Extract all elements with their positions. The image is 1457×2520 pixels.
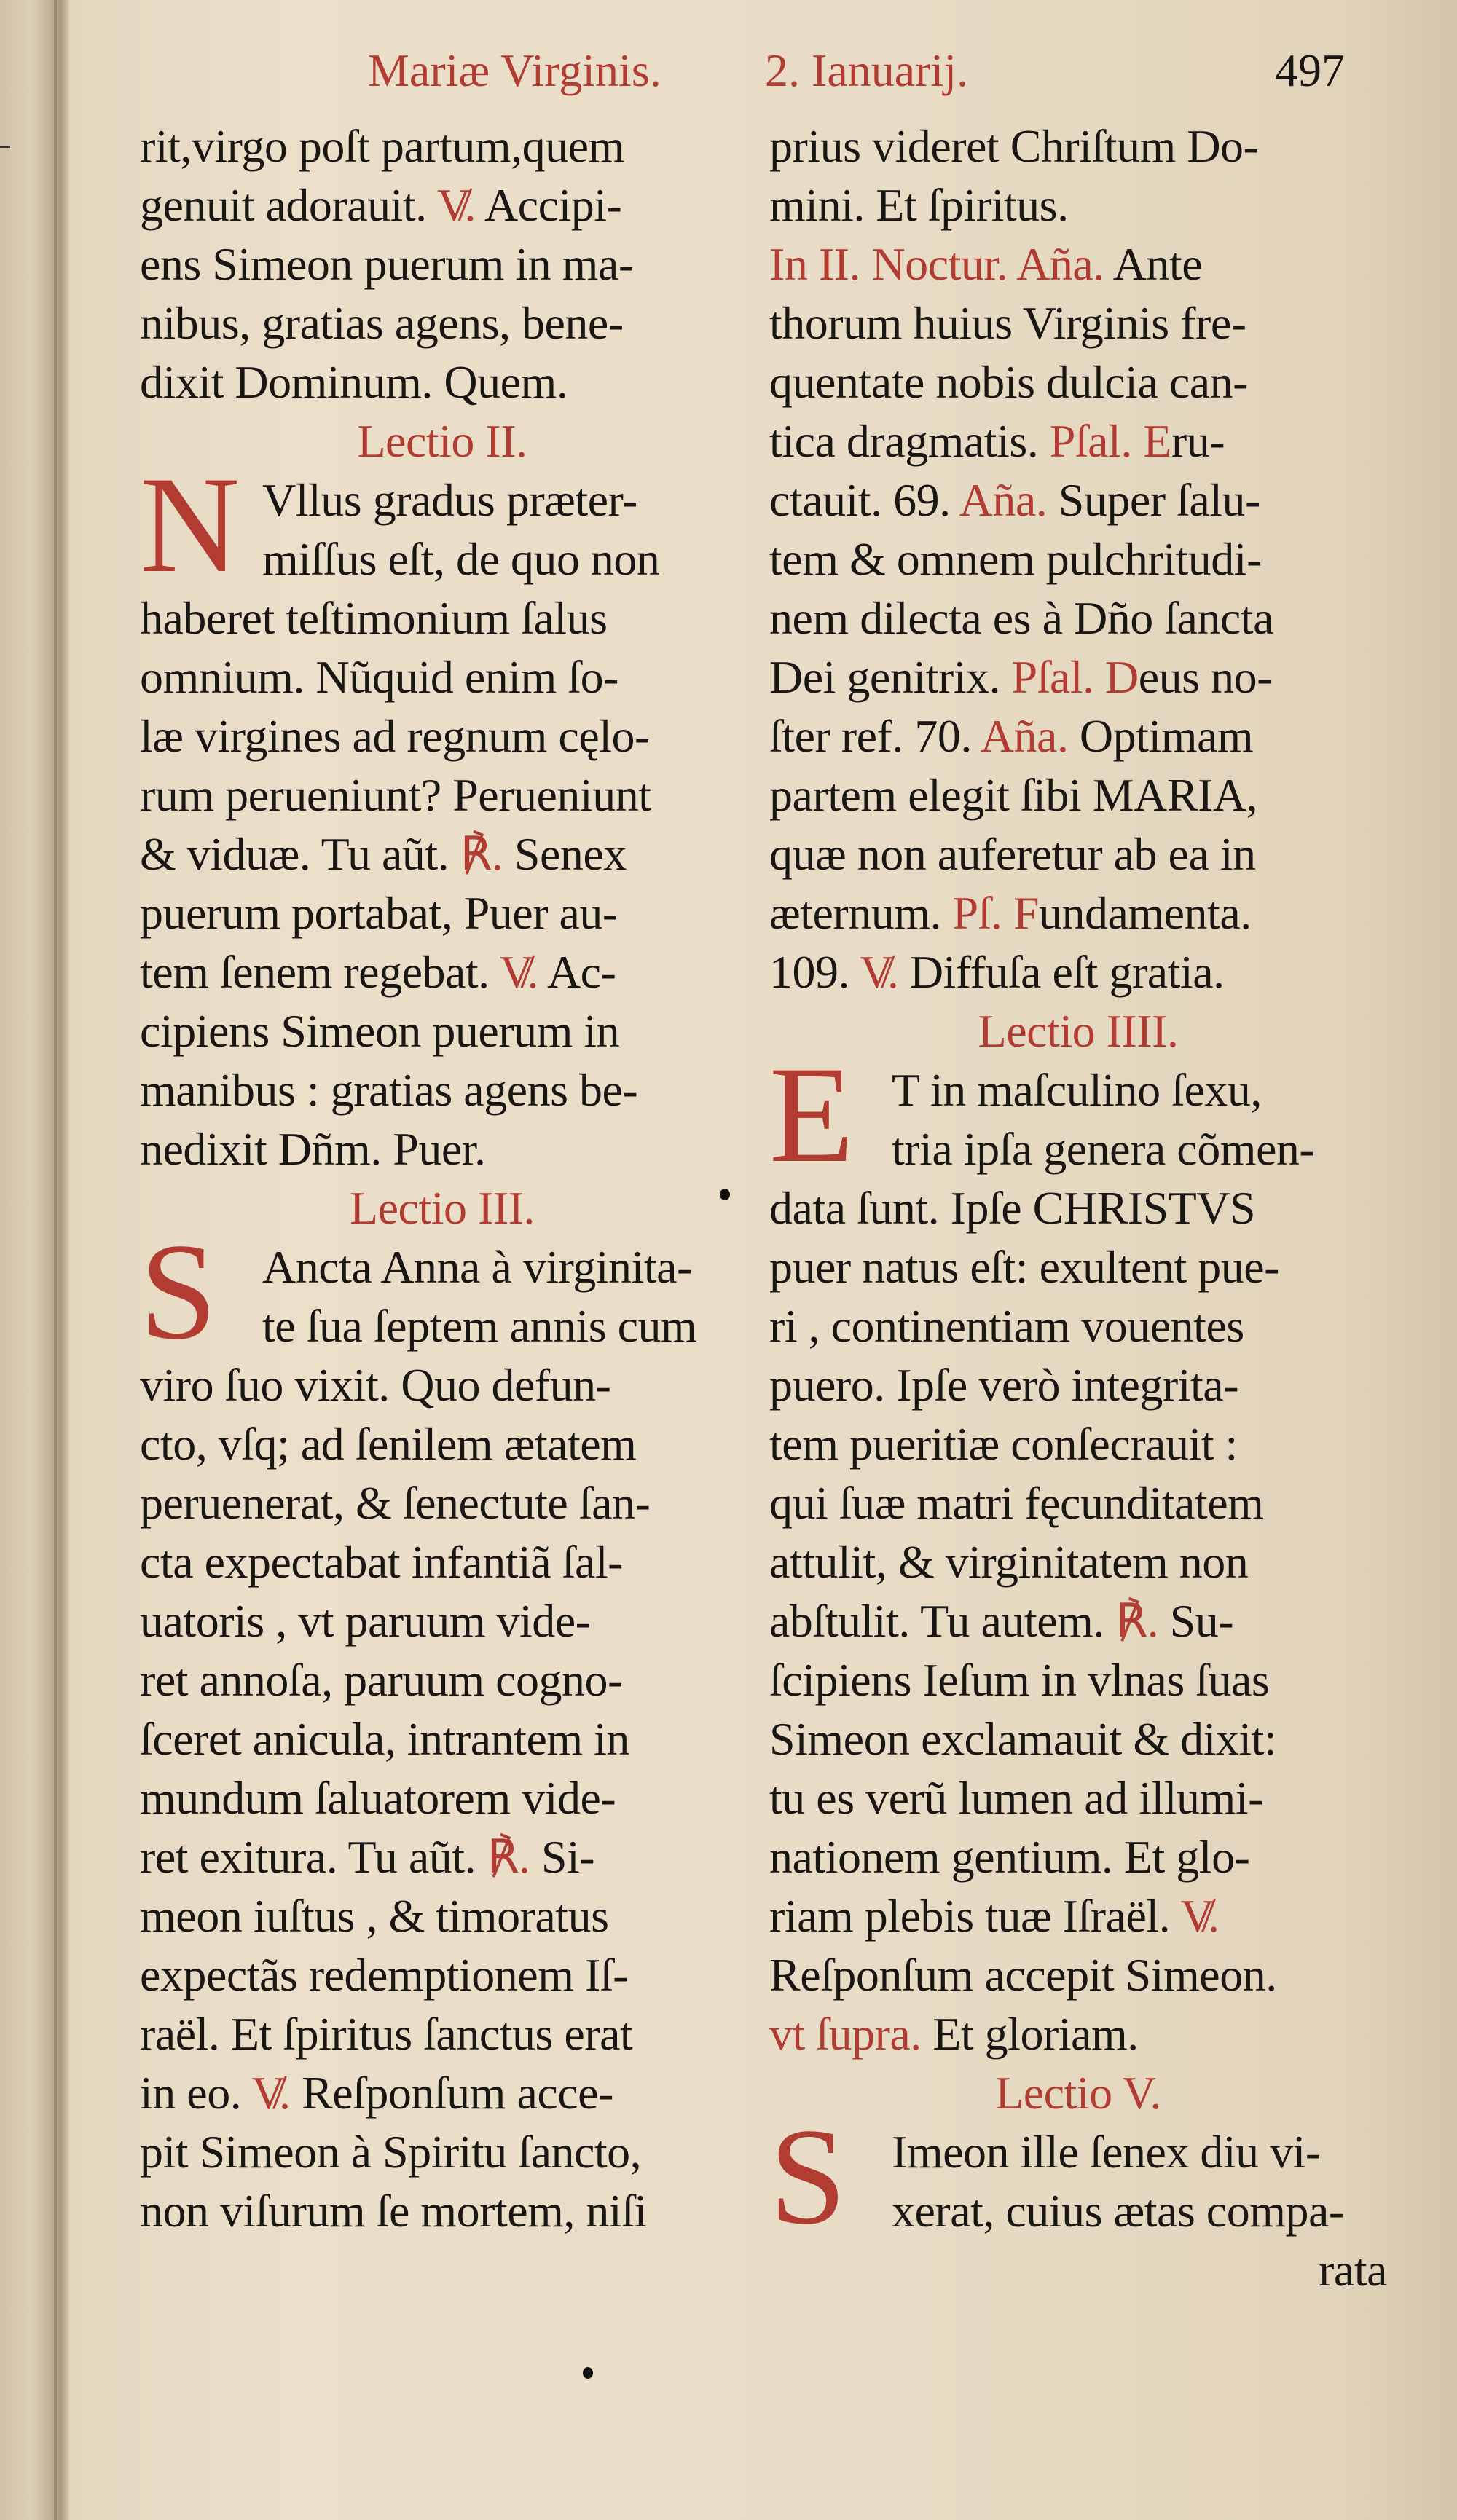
- body-text: Et gloriam.: [921, 2008, 1139, 2060]
- body-text: Accipi-: [475, 179, 622, 231]
- text-line: [140, 1355, 745, 1414]
- ink-spot: [583, 2367, 593, 2379]
- text-line: [140, 1060, 745, 1119]
- body-text: abſtulit. Tu autem.: [769, 1595, 1116, 1647]
- body-text: Si-: [530, 1831, 595, 1883]
- text-line: [140, 1001, 745, 1060]
- body-text: quentate nobis dulcia can-: [769, 356, 1248, 408]
- text-line: [140, 1414, 745, 1473]
- text-line: [140, 2004, 745, 2063]
- body-text: quæ non auferetur ab ea in: [769, 828, 1256, 880]
- rubric-text: ℟.: [460, 828, 503, 880]
- body-text: cta expectabat infantiã ſal-: [140, 1536, 623, 1588]
- body-text: læ virgines ad regnum cęlo-: [140, 710, 650, 762]
- text-line: [769, 1532, 1387, 1591]
- text-line: [769, 1709, 1387, 1768]
- body-text: miſſus eſt, de quo non: [262, 533, 660, 585]
- body-text: æternum.: [769, 887, 953, 939]
- text-line: [140, 1709, 745, 1768]
- body-text: expectãs redemptionem Iſ-: [140, 1949, 628, 2001]
- body-text: mini. Et ſpiritus.: [769, 179, 1069, 231]
- body-text: data ſunt. Ipſe CHRISTVS: [769, 1182, 1256, 1234]
- section-heading: Lectio V.: [995, 2067, 1161, 2119]
- body-text: cto, vſq; ad ſenilem ætatem: [140, 1418, 637, 1470]
- text-line: [769, 2004, 1387, 2063]
- text-line: [769, 1768, 1387, 1827]
- body-text: eus no-: [1138, 651, 1272, 703]
- book-gutter: [0, 0, 69, 2520]
- body-text: riam plebis tuæ Iſraël.: [769, 1890, 1181, 1942]
- text-line: [140, 1945, 745, 2004]
- text-line: [769, 294, 1387, 353]
- text-line: [769, 942, 1387, 1001]
- text-line: [769, 1473, 1387, 1532]
- running-head-date: 2. Ianuarij.: [765, 44, 968, 96]
- text-line: [140, 883, 745, 942]
- rubric-text: Aña.: [959, 474, 1048, 526]
- text-line: [140, 2063, 745, 2122]
- body-text: tem pueritiæ conſecrauit :: [769, 1418, 1238, 1470]
- body-text: nationem gentium. Et glo-: [769, 1831, 1250, 1883]
- body-text: ens Simeon puerum in ma-: [140, 238, 634, 290]
- text-column-left: [140, 117, 745, 2240]
- text-line: [769, 1414, 1387, 1473]
- text-line: [140, 294, 745, 353]
- section-heading: Lectio IIII.: [978, 1005, 1179, 1057]
- rubric-text: V̸.: [500, 946, 538, 998]
- body-text: non viſurum ſe mortem, niſi: [140, 2185, 647, 2237]
- body-text: pit Simeon à Spiritu ſancto,: [140, 2126, 642, 2178]
- text-line: [140, 706, 745, 765]
- text-line: [769, 235, 1387, 294]
- body-text: Su-: [1158, 1595, 1234, 1647]
- body-text: Dei genitrix.: [769, 651, 1012, 703]
- text-line: [769, 1886, 1387, 1945]
- body-text: nem dilecta es à Dño ſancta: [769, 592, 1273, 644]
- body-text: viro ſuo vixit. Quo defun-: [140, 1359, 611, 1411]
- body-text: Diffuſa eſt gratia.: [898, 946, 1225, 998]
- text-line: [140, 1886, 745, 1945]
- body-text: ri , continentiam vouentes: [769, 1300, 1244, 1352]
- rubric-text: ℟.: [1115, 1595, 1159, 1647]
- text-line: [140, 1532, 745, 1591]
- gutter-mark: [0, 146, 10, 148]
- body-text: Ancta Anna à virginita-: [262, 1241, 692, 1293]
- body-text: 109.: [769, 946, 860, 998]
- body-text: uatoris , vt paruum vide-: [140, 1595, 591, 1647]
- rubric-text: Aña.: [980, 710, 1069, 762]
- body-text: xerat, cuius ætas compa-: [892, 2185, 1344, 2237]
- body-text: tem & omnem pulchritudi-: [769, 533, 1262, 585]
- body-text: meon iuſtus , & timoratus: [140, 1890, 609, 1942]
- text-line: [140, 117, 745, 176]
- body-text: thorum huius Virginis fre-: [769, 297, 1246, 349]
- text-line: [769, 1591, 1387, 1650]
- body-text: prius videret Chriſtum Do-: [769, 120, 1259, 172]
- body-text: & viduæ. Tu aũt.: [140, 828, 460, 880]
- body-text: rum perueniunt? Perueniunt: [140, 769, 651, 821]
- rubric-text: vt ſupra.: [769, 2008, 922, 2060]
- body-text: puerum portabat, Puer au-: [140, 887, 618, 939]
- text-line: [769, 706, 1387, 765]
- body-text: haberet teſtimonium ſalus: [140, 592, 608, 644]
- body-text: tem ſenem regebat.: [140, 946, 500, 998]
- text-line: [769, 1178, 1387, 1237]
- body-text: attulit, & virginitatem non: [769, 1536, 1249, 1588]
- text-line: [769, 2181, 1387, 2240]
- rubric-text: V̸.: [860, 946, 899, 998]
- text-line: [769, 353, 1387, 412]
- body-text: genuit adorauit.: [140, 179, 437, 231]
- body-text: puero. Ipſe verò integrita-: [769, 1359, 1238, 1411]
- text-line: [140, 1119, 745, 1178]
- text-line: [140, 942, 745, 1001]
- drop-capital: E: [769, 1039, 854, 1192]
- body-text: in eo.: [140, 2067, 252, 2119]
- body-text: ret annoſa, paruum cogno-: [140, 1654, 623, 1706]
- body-text: tica dragmatis.: [769, 415, 1050, 467]
- body-text: Ac-: [538, 946, 616, 998]
- body-text: puer natus eſt: exultent pue-: [769, 1241, 1279, 1293]
- text-line: [769, 117, 1387, 176]
- text-line: [140, 1827, 745, 1886]
- text-line: [769, 176, 1387, 235]
- text-line: [140, 2122, 745, 2181]
- text-line: [769, 883, 1387, 942]
- text-line: [140, 235, 745, 294]
- body-text: peruenerat, & ſenectute ſan-: [140, 1477, 651, 1529]
- body-text: nedixit Dñm. Puer.: [140, 1123, 486, 1175]
- text-line: [769, 412, 1387, 470]
- body-text: mundum ſaluatorem vide-: [140, 1772, 616, 1824]
- body-text: Senex: [503, 828, 627, 880]
- text-line: [769, 588, 1387, 647]
- text-line: [769, 647, 1387, 706]
- text-line: [140, 1591, 745, 1650]
- body-text: raël. Et ſpiritus ſanctus erat: [140, 2008, 633, 2060]
- text-line: [140, 176, 745, 235]
- rubric-text: Pſ. F: [952, 887, 1039, 939]
- body-text: te ſua ſeptem annis cum: [262, 1300, 697, 1352]
- body-text: Reſponſum acce-: [290, 2067, 613, 2119]
- body-text: qui ſuæ matri fęcunditatem: [769, 1477, 1264, 1529]
- section-heading: Lectio III.: [350, 1182, 535, 1234]
- body-text: omnium. Nũquid enim ſo-: [140, 651, 618, 703]
- page-number: 497: [1275, 44, 1345, 96]
- text-line: [140, 1473, 745, 1532]
- body-text: Super ſalu-: [1047, 474, 1260, 526]
- rubric-text: In II. Noctur. Aña.: [769, 238, 1104, 290]
- body-text: cipiens Simeon puerum in: [140, 1005, 620, 1057]
- catchword: rata: [1319, 2244, 1387, 2296]
- text-line: [769, 1119, 1387, 1178]
- body-text: rit,virgo poſt partum,quem: [140, 120, 624, 172]
- body-text: undamenta.: [1038, 887, 1252, 939]
- body-text: Reſponſum accepit Simeon.: [769, 1949, 1277, 2001]
- body-text: Vllus gradus præter-: [262, 474, 637, 526]
- body-text: ru-: [1171, 415, 1225, 467]
- body-text: ſceret anicula, intrantem in: [140, 1713, 629, 1765]
- rubric-text: V̸.: [251, 2067, 291, 2119]
- body-text: ret exitura. Tu aũt.: [140, 1831, 487, 1883]
- text-line: [769, 1355, 1387, 1414]
- body-text: partem elegit ſibi MARIA,: [769, 769, 1258, 821]
- rubric-text: Pſal. D: [1011, 651, 1139, 703]
- body-text: Imeon ille ſenex diu vi-: [892, 2126, 1321, 2178]
- body-text: dixit Dominum. Quem.: [140, 356, 568, 408]
- text-line: [140, 1768, 745, 1827]
- body-text: Simeon exclamauit & dixit:: [769, 1713, 1277, 1765]
- body-text: nibus, gratias agens, bene-: [140, 297, 624, 349]
- text-line: [140, 647, 745, 706]
- body-text: tria ipſa genera cõmen-: [892, 1123, 1315, 1175]
- text-line: [769, 1945, 1387, 2004]
- text-column-right: [769, 117, 1387, 2299]
- text-line: [769, 765, 1387, 824]
- text-line: [140, 765, 745, 824]
- text-line: [140, 824, 745, 883]
- text-line: [140, 1296, 745, 1355]
- drop-capital: S: [769, 2100, 847, 2253]
- body-text: Ante: [1104, 238, 1203, 290]
- rubric-text: ℟.: [487, 1831, 530, 1883]
- text-line: [769, 529, 1387, 588]
- rubric-text: V̸.: [1180, 1890, 1220, 1942]
- body-text: ſcipiens Ieſum in vlnas ſuas: [769, 1654, 1270, 1706]
- running-head-left: Mariæ Virginis.: [368, 44, 661, 96]
- text-line: [769, 824, 1387, 883]
- text-line: [769, 470, 1387, 529]
- ink-spot: [720, 1189, 730, 1200]
- gutter-crease: [54, 0, 57, 2520]
- body-text: Optimam: [1068, 710, 1254, 762]
- text-line: [140, 353, 745, 412]
- section-heading: Lectio II.: [357, 415, 527, 467]
- text-line: [140, 1650, 745, 1709]
- body-text: T in maſculino ſexu,: [892, 1064, 1262, 1116]
- text-line: [769, 1296, 1387, 1355]
- text-line: [769, 1650, 1387, 1709]
- text-line: [769, 1237, 1387, 1296]
- rubric-text: Pſal. E: [1049, 415, 1171, 467]
- body-text: manibus : gratias agens be-: [140, 1064, 638, 1116]
- text-line: [769, 1827, 1387, 1886]
- drop-capital: N: [140, 449, 240, 602]
- rubric-text: V̸.: [437, 179, 476, 231]
- text-line: [140, 2181, 745, 2240]
- body-text: ſter ref. 70.: [769, 710, 981, 762]
- drop-capital: S: [140, 1216, 217, 1369]
- body-text: ctauit. 69.: [769, 474, 959, 526]
- body-text: tu es verũ lumen ad illumi-: [769, 1772, 1263, 1824]
